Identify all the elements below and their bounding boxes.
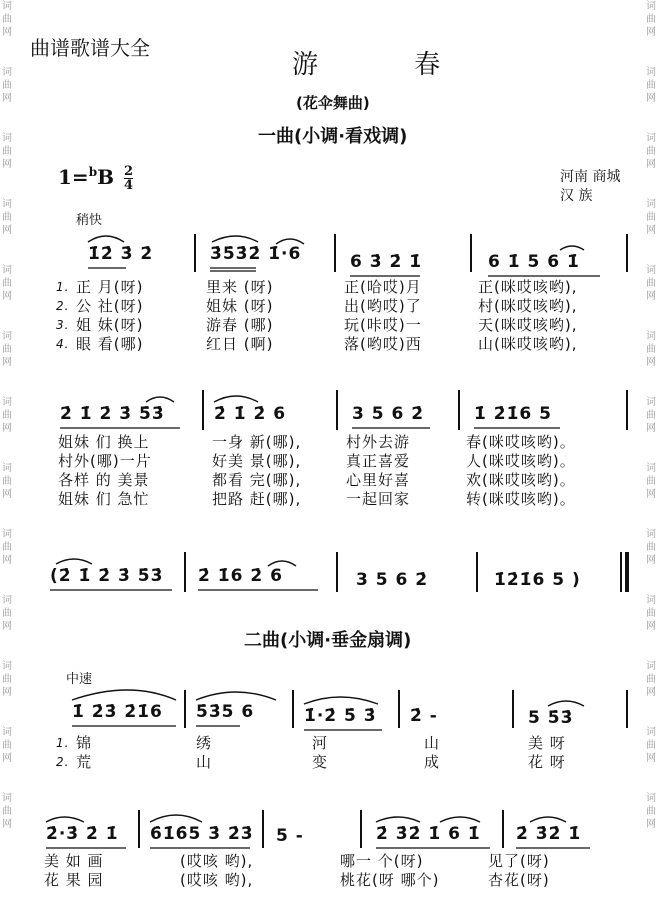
slur [268,561,296,566]
watermark-char: 网 [2,159,12,170]
notation-measure: 3 5 6 2̇ [352,404,425,424]
watermark-char: 网 [646,753,656,764]
slur [548,701,584,706]
watermark-char: 词 [646,133,656,144]
watermark-char: 网 [646,687,656,698]
watermark-char: 网 [2,687,12,698]
section1-heading: 一曲(小调·看戏调) [258,126,408,147]
lyric: 转(咪哎咳哟)。 [466,490,576,508]
watermark-char: 词 [2,199,12,210]
watermark-char: 曲 [2,542,12,553]
lyric: 红日 (啊) [206,335,274,353]
watermark-char: 曲 [646,14,656,25]
lyric: 正(咪哎咳哟), [478,278,578,296]
time-numerator: 2 [123,164,133,179]
notation-measure: 2̇ 3̇2̇ 1̇ [516,824,582,844]
watermark-char: 词 [2,661,12,672]
lyric: 美 如 画 [44,852,104,870]
lyric: 山 [424,734,441,752]
notation-measure: 1̇2̇ 3̇ 2̇ [88,244,154,264]
notation-measure: 5 5̇3̇ [528,708,574,728]
watermark-char: 词 [646,199,656,210]
lyric: 把路 赶(哪), [212,490,302,508]
notation-measure: 6 1̇ 5 6 1̇ [488,252,580,272]
watermark-char: 网 [2,357,12,368]
watermark-char: 词 [2,265,12,276]
lyric: 杏花(呀) [488,871,550,889]
notation-measure: 2̇·3̇ 2̇ 1̇ [46,824,119,844]
notation-measure: 1̇ 2̇3̇ 2̇1̇6 [72,702,163,722]
notation-measure: 1̇·2̇ 5̇ 3̇ [304,706,377,726]
watermark-char: 词 [646,727,656,738]
lyric: 姐妹 们 换上 [58,433,150,451]
lyric: 村(咪哎咳哟), [478,297,578,315]
lyric: 村外去游 [346,433,411,451]
watermark-char: 曲 [646,674,656,685]
watermark-char: 词 [2,397,12,408]
watermark-char: 曲 [2,212,12,223]
notation-measure: 2̇ - [410,706,438,726]
watermark-char: 曲 [2,146,12,157]
watermark-char: 网 [646,159,656,170]
notation-measure: 6̇1̇6̇5 3̇ 2̇3̇ [150,824,254,844]
slur [304,697,378,704]
watermark-char: 曲 [2,344,12,355]
notation-measure: 3̇5̇3̇2̇ 1̇·6 [210,244,302,264]
site-name: 曲谱歌谱大全 [30,36,150,60]
lyric: 正 月(呀) [76,278,144,296]
flat-sign: b [88,165,98,179]
watermark-char: 词 [2,133,12,144]
lyric: 游春 (哪) [206,316,274,334]
verse-number: 1. [56,280,70,294]
watermark-char: 词 [646,529,656,540]
lyric: 一起回家 [346,490,411,508]
section2-heading: 二曲(小调·垂金扇调) [244,630,412,651]
watermark-char: 曲 [2,410,12,421]
watermark-char: 曲 [2,14,12,25]
watermark-char: 网 [2,819,12,830]
watermark-char: 词 [2,331,12,342]
lyric: (哎咳 哟), [180,871,254,889]
watermark-char: 网 [646,555,656,566]
notation-measure: 1̇2̇1̇6 5 ) [494,570,581,590]
watermark-char: 曲 [646,278,656,289]
watermark-char: 曲 [646,344,656,355]
subtitle: (花伞舞曲) [296,94,370,112]
lyric: 花 果 园 [44,871,104,889]
lyric: 一身 新(哪), [212,433,302,451]
watermark-char: 曲 [646,212,656,223]
lyric: 荒 [76,753,93,771]
lyric: 里来 (呀) [206,278,274,296]
lyric: 花 呀 [528,753,566,771]
credit-ethnicity: 汉 族 [560,188,593,204]
notation-measure: 5̇3̇5 6 [196,702,255,722]
key-label: 1= [58,165,89,189]
verse-number: 2. [56,755,70,769]
slur [276,239,304,244]
lyric: 玩(咔哎)一 [344,316,422,334]
lyric: 眼 看(哪) [76,335,144,353]
lyric: 绣 [196,734,213,752]
watermark-char: 网 [2,555,12,566]
tempo-marking: 中速 [66,672,93,687]
watermark-char: 网 [646,621,656,632]
watermark-char: 词 [646,595,656,606]
slur [440,817,480,822]
watermark-char: 曲 [646,476,656,487]
watermark-char: 词 [646,67,656,78]
lyric: 落(哟哎)西 [344,335,422,353]
watermark-char: 网 [646,819,656,830]
watermark-char: 词 [2,595,12,606]
lyric: 变 [312,753,329,771]
watermark-char: 词 [2,727,12,738]
watermark-char: 曲 [646,542,656,553]
notation-measure: 1̇ 2̇1̇6 5 [474,404,552,424]
slur [56,559,92,564]
key-note: B [97,165,114,189]
watermark-char: 曲 [646,410,656,421]
watermark-char: 曲 [646,806,656,817]
watermark-char: 网 [2,753,12,764]
slur [88,236,124,242]
lyric: 各样 的 美景 [58,471,150,489]
notation-measure: 3 5 6 2̇ [356,570,429,590]
watermark-char: 词 [646,793,656,804]
slur [560,246,584,250]
slur [146,397,174,402]
watermark-char: 网 [646,27,656,38]
verse-number: 4. [56,337,70,351]
watermark-char: 词 [646,661,656,672]
lyric: 河 [312,734,329,752]
watermark-char: 曲 [646,740,656,751]
verse-number: 3. [56,318,70,332]
lyric: 姐妹 们 急忙 [58,490,150,508]
watermark-char: 网 [2,27,12,38]
credit-region: 河南 商城 [560,169,621,185]
lyric: 桃花(呀 哪个) [340,871,440,889]
lyric: 人(咪哎咳哟)。 [466,452,576,470]
slur [376,817,420,822]
watermark-char: 网 [2,225,12,236]
lyric: 成 [424,753,441,771]
watermark-char: 曲 [646,146,656,157]
watermark-char: 曲 [2,80,12,91]
watermark-char: 词 [646,463,656,474]
lyric: 春(咪哎咳哟)。 [466,433,576,451]
lyric: 公 社(呀) [76,297,144,315]
tempo-marking: 稍快 [76,213,103,228]
lyric: 真正喜爱 [346,452,411,470]
verse-number: 2. [56,299,70,313]
lyric: 村外(哪)一片 [58,452,152,470]
lyric: 哪一 个(呀) [340,852,424,870]
lyric: 山 [196,753,213,771]
notation-measure: 5 - [276,826,304,846]
watermark-char: 词 [646,265,656,276]
lyric: 锦 [76,734,93,752]
watermark-char: 曲 [2,674,12,685]
watermark-char: 网 [2,93,12,104]
lyric: 姐 妹(呀) [76,316,144,334]
slur [212,236,258,242]
watermark-char: 网 [2,621,12,632]
song-title: 游 春 [292,50,485,80]
lyric: 美 呀 [528,734,566,752]
lyric: 正(哈哎)月 [344,278,422,296]
watermark-char: 词 [646,1,656,12]
watermark-char: 曲 [2,740,12,751]
lyric: 山(咪哎咳哟), [478,335,578,353]
lyric: 欢(咪哎咳哟)。 [466,471,576,489]
slur [530,817,566,822]
watermark-char: 曲 [2,608,12,619]
time-denominator: 4 [123,178,133,193]
lyric: 姐妹 (呀) [206,297,274,315]
lyric: 见了(呀) [488,852,550,870]
watermark-char: 网 [2,291,12,302]
watermark-char: 曲 [2,476,12,487]
watermark-char: 曲 [2,278,12,289]
watermark-char: 网 [646,357,656,368]
slur [214,396,258,402]
watermark-char: 网 [646,489,656,500]
slur [72,690,176,700]
notation-measure: 2̇ 1̇ 2̇ 3̇ 5̇3̇ [60,404,165,424]
lyric: 心里好喜 [346,471,411,489]
notation-measure: 2̇ 3̇2̇ 1̇ 6 1̇ [376,824,481,844]
lyric: (哎咳 哟), [180,852,254,870]
watermark-char: 词 [2,1,12,12]
slur [150,815,202,822]
watermark-char: 词 [2,793,12,804]
watermark-char: 网 [646,93,656,104]
notation-measure: 2̇ 1̇6 2̇ 6 [198,566,283,586]
watermark-char: 曲 [646,80,656,91]
watermark-char: 词 [2,529,12,540]
watermark-char: 词 [2,463,12,474]
watermark-char: 网 [646,423,656,434]
notation-measure: 6 3̇ 2̇ 1̇ [350,252,423,272]
lyric: 天(咪哎咳哟), [478,316,578,334]
watermark-char: 网 [646,291,656,302]
watermark-char: 网 [2,489,12,500]
lyric: 出(哟哎)了 [344,297,422,315]
lyric: 好美 景(哪), [212,452,302,470]
watermark-char: 曲 [646,608,656,619]
watermark-char: 网 [646,225,656,236]
slur [46,817,84,822]
watermark-char: 曲 [2,806,12,817]
slur [196,692,276,700]
notation-measure: 2̇ 1̇ 2̇ 6 [214,404,287,424]
watermark-char: 词 [646,397,656,408]
verse-number: 1. [56,736,70,750]
lyric: 都看 完(哪), [212,471,302,489]
watermark-char: 词 [2,67,12,78]
watermark-char: 网 [2,423,12,434]
notation-measure: (2̇ 1̇ 2̇ 3̇ 5̇3̇ [50,566,164,586]
watermark-char: 词 [646,331,656,342]
